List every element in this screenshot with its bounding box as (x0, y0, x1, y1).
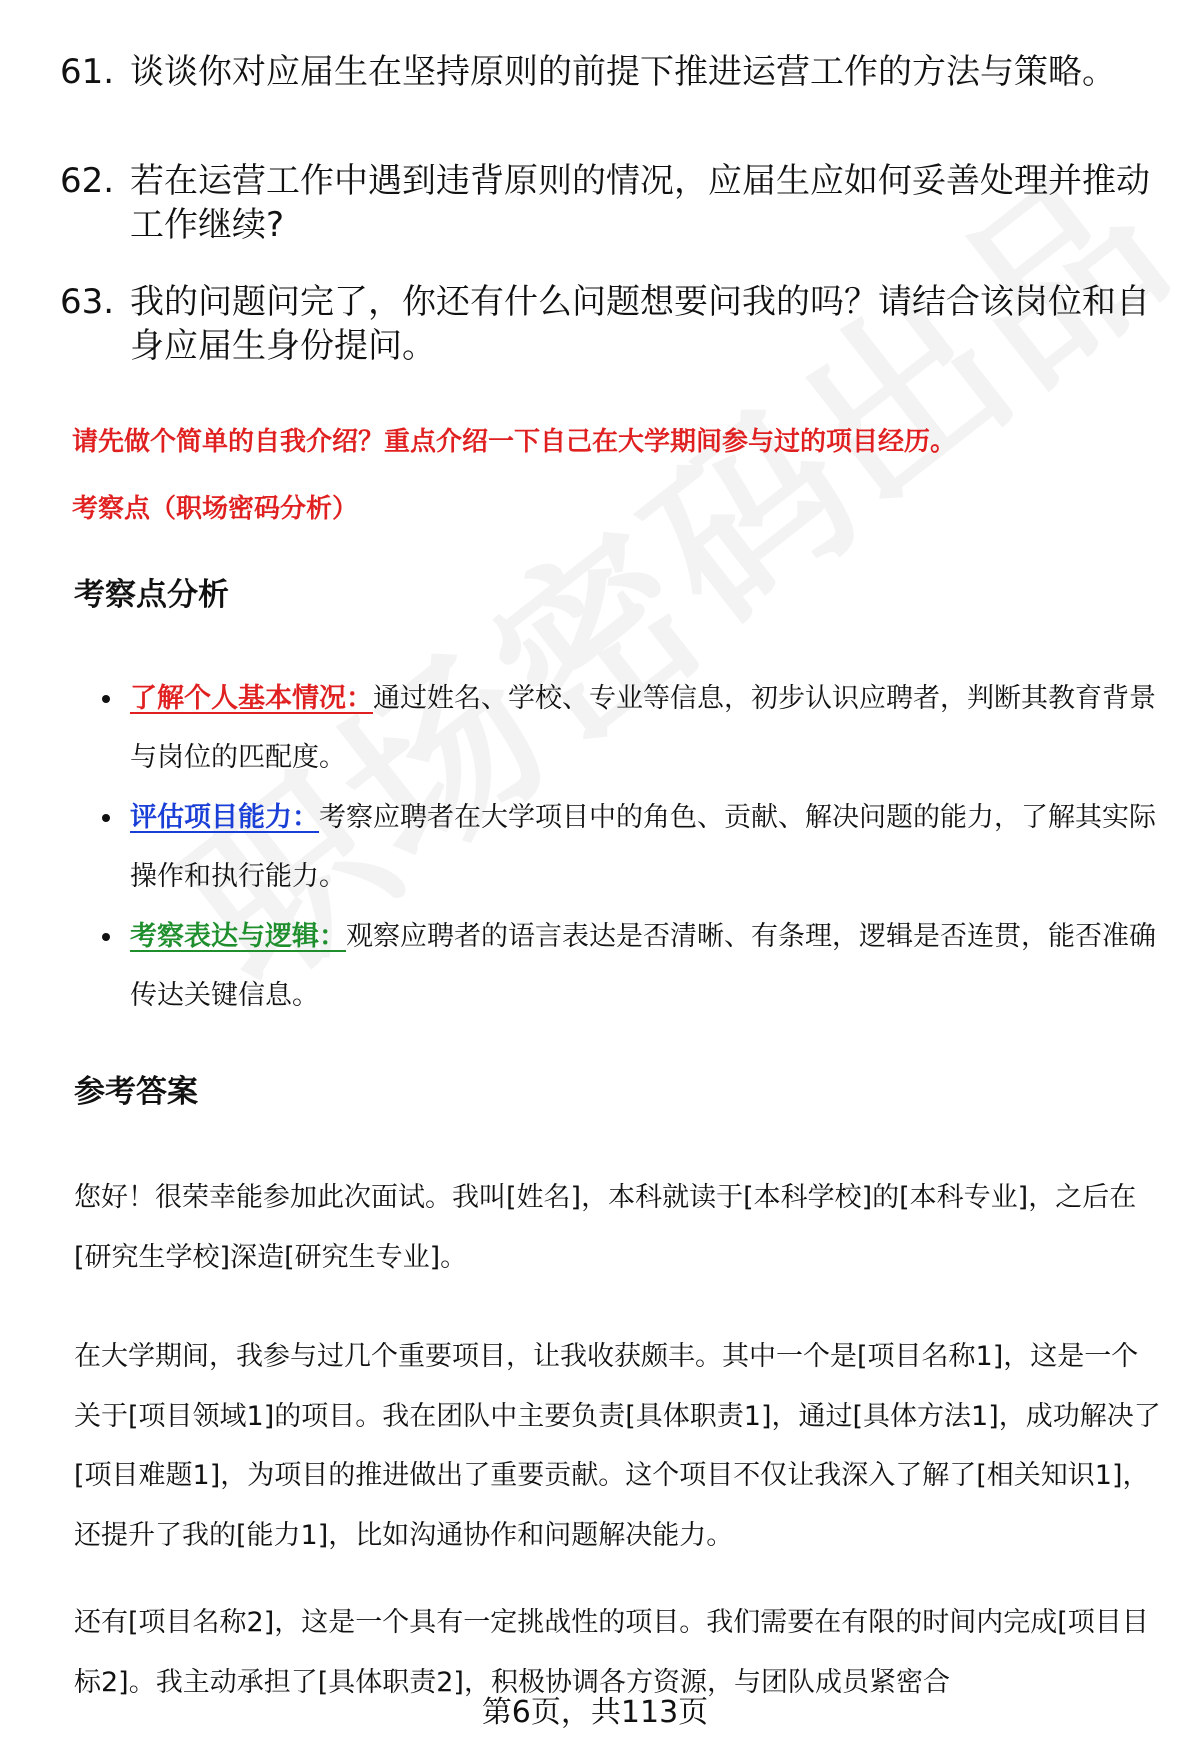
answer-paragraph: 还有[项目名称2]，这是一个具有一定挑战性的项目。我们需要在有限的时间内完成[项目目标2]。我主动承担了[具体职责2]，积极协调各方资源，与团队成员紧密合 (74, 1607, 1149, 1698)
analysis-item-label: 了解个人基本情况： (130, 683, 373, 714)
bullet-icon (102, 695, 110, 703)
analysis-item (100, 788, 1160, 906)
question-63 (60, 280, 1170, 368)
question-number: 62. (60, 161, 115, 201)
question-61 (60, 50, 1170, 94)
answer-paragraph: 您好！很荣幸能参加此次面试。我叫[姓名]，本科就读于[本科学校]的[本科专业]，之后在[研究生学校]深造[研究生专业]。 (74, 1182, 1137, 1273)
question-number: 63. (60, 282, 115, 322)
interview-question-title: 请先做个简单的自我介绍？重点介绍一下自己在大学期间参与过的项目经历。 (72, 427, 957, 457)
analysis-item-text: 观察应聘者的语言表达是否清晰、有条理，逻辑是否连贯，能否准确传达关键信息。 (130, 921, 1156, 1011)
analysis-heading: 考察点分析 (74, 577, 229, 613)
answer-paragraph: 在大学期间，我参与过几个重要项目，让我收获颇丰。其中一个是[项目名称1]，这是一个关于[项目领域1]的项目。我在团队中主要负责[具体职责1]，通过[具体方法1]，成功解决了[项目难题1]，为项目的推进做出了重要贡献。这个项目不仅让我深入了解了[相关知识1]，还提升了我的[能力1]，比如沟通协作和问题解决能力。 (74, 1341, 1161, 1551)
interview-question-subtitle: 考察点（职场密码分析） (72, 494, 359, 524)
analysis-item (100, 907, 1160, 1025)
question-text: 我的问题问完了，你还有什么问题想要问我的吗？请结合该岗位和自身应届生身份提问。 (130, 282, 1150, 366)
question-62 (60, 159, 1170, 247)
analysis-list (100, 669, 1160, 1026)
analysis-item-text: 通过姓名、学校、专业等信息，初步认识应聘者，判断其教育背景与岗位的匹配度。 (130, 683, 1156, 773)
question-text: 谈谈你对应届生在坚持原则的前提下推进运营工作的方法与策略。 (130, 52, 1116, 92)
analysis-item-label: 评估项目能力： (130, 802, 319, 833)
question-text: 若在运营工作中遇到违背原则的情况，应届生应如何妥善处理并推动工作继续? (130, 161, 1150, 245)
question-number: 61. (60, 52, 115, 92)
bullet-icon (102, 814, 110, 822)
bullet-icon (102, 933, 110, 941)
analysis-item (100, 669, 1160, 787)
analysis-item-text: 考察应聘者在大学项目中的角色、贡献、解决问题的能力，了解其实际操作和执行能力。 (130, 802, 1156, 892)
analysis-item-label: 考察表达与逻辑： (130, 921, 346, 952)
page-footer: 第6页，共113页 (481, 1695, 709, 1730)
answer-heading: 参考答案 (74, 1074, 198, 1110)
